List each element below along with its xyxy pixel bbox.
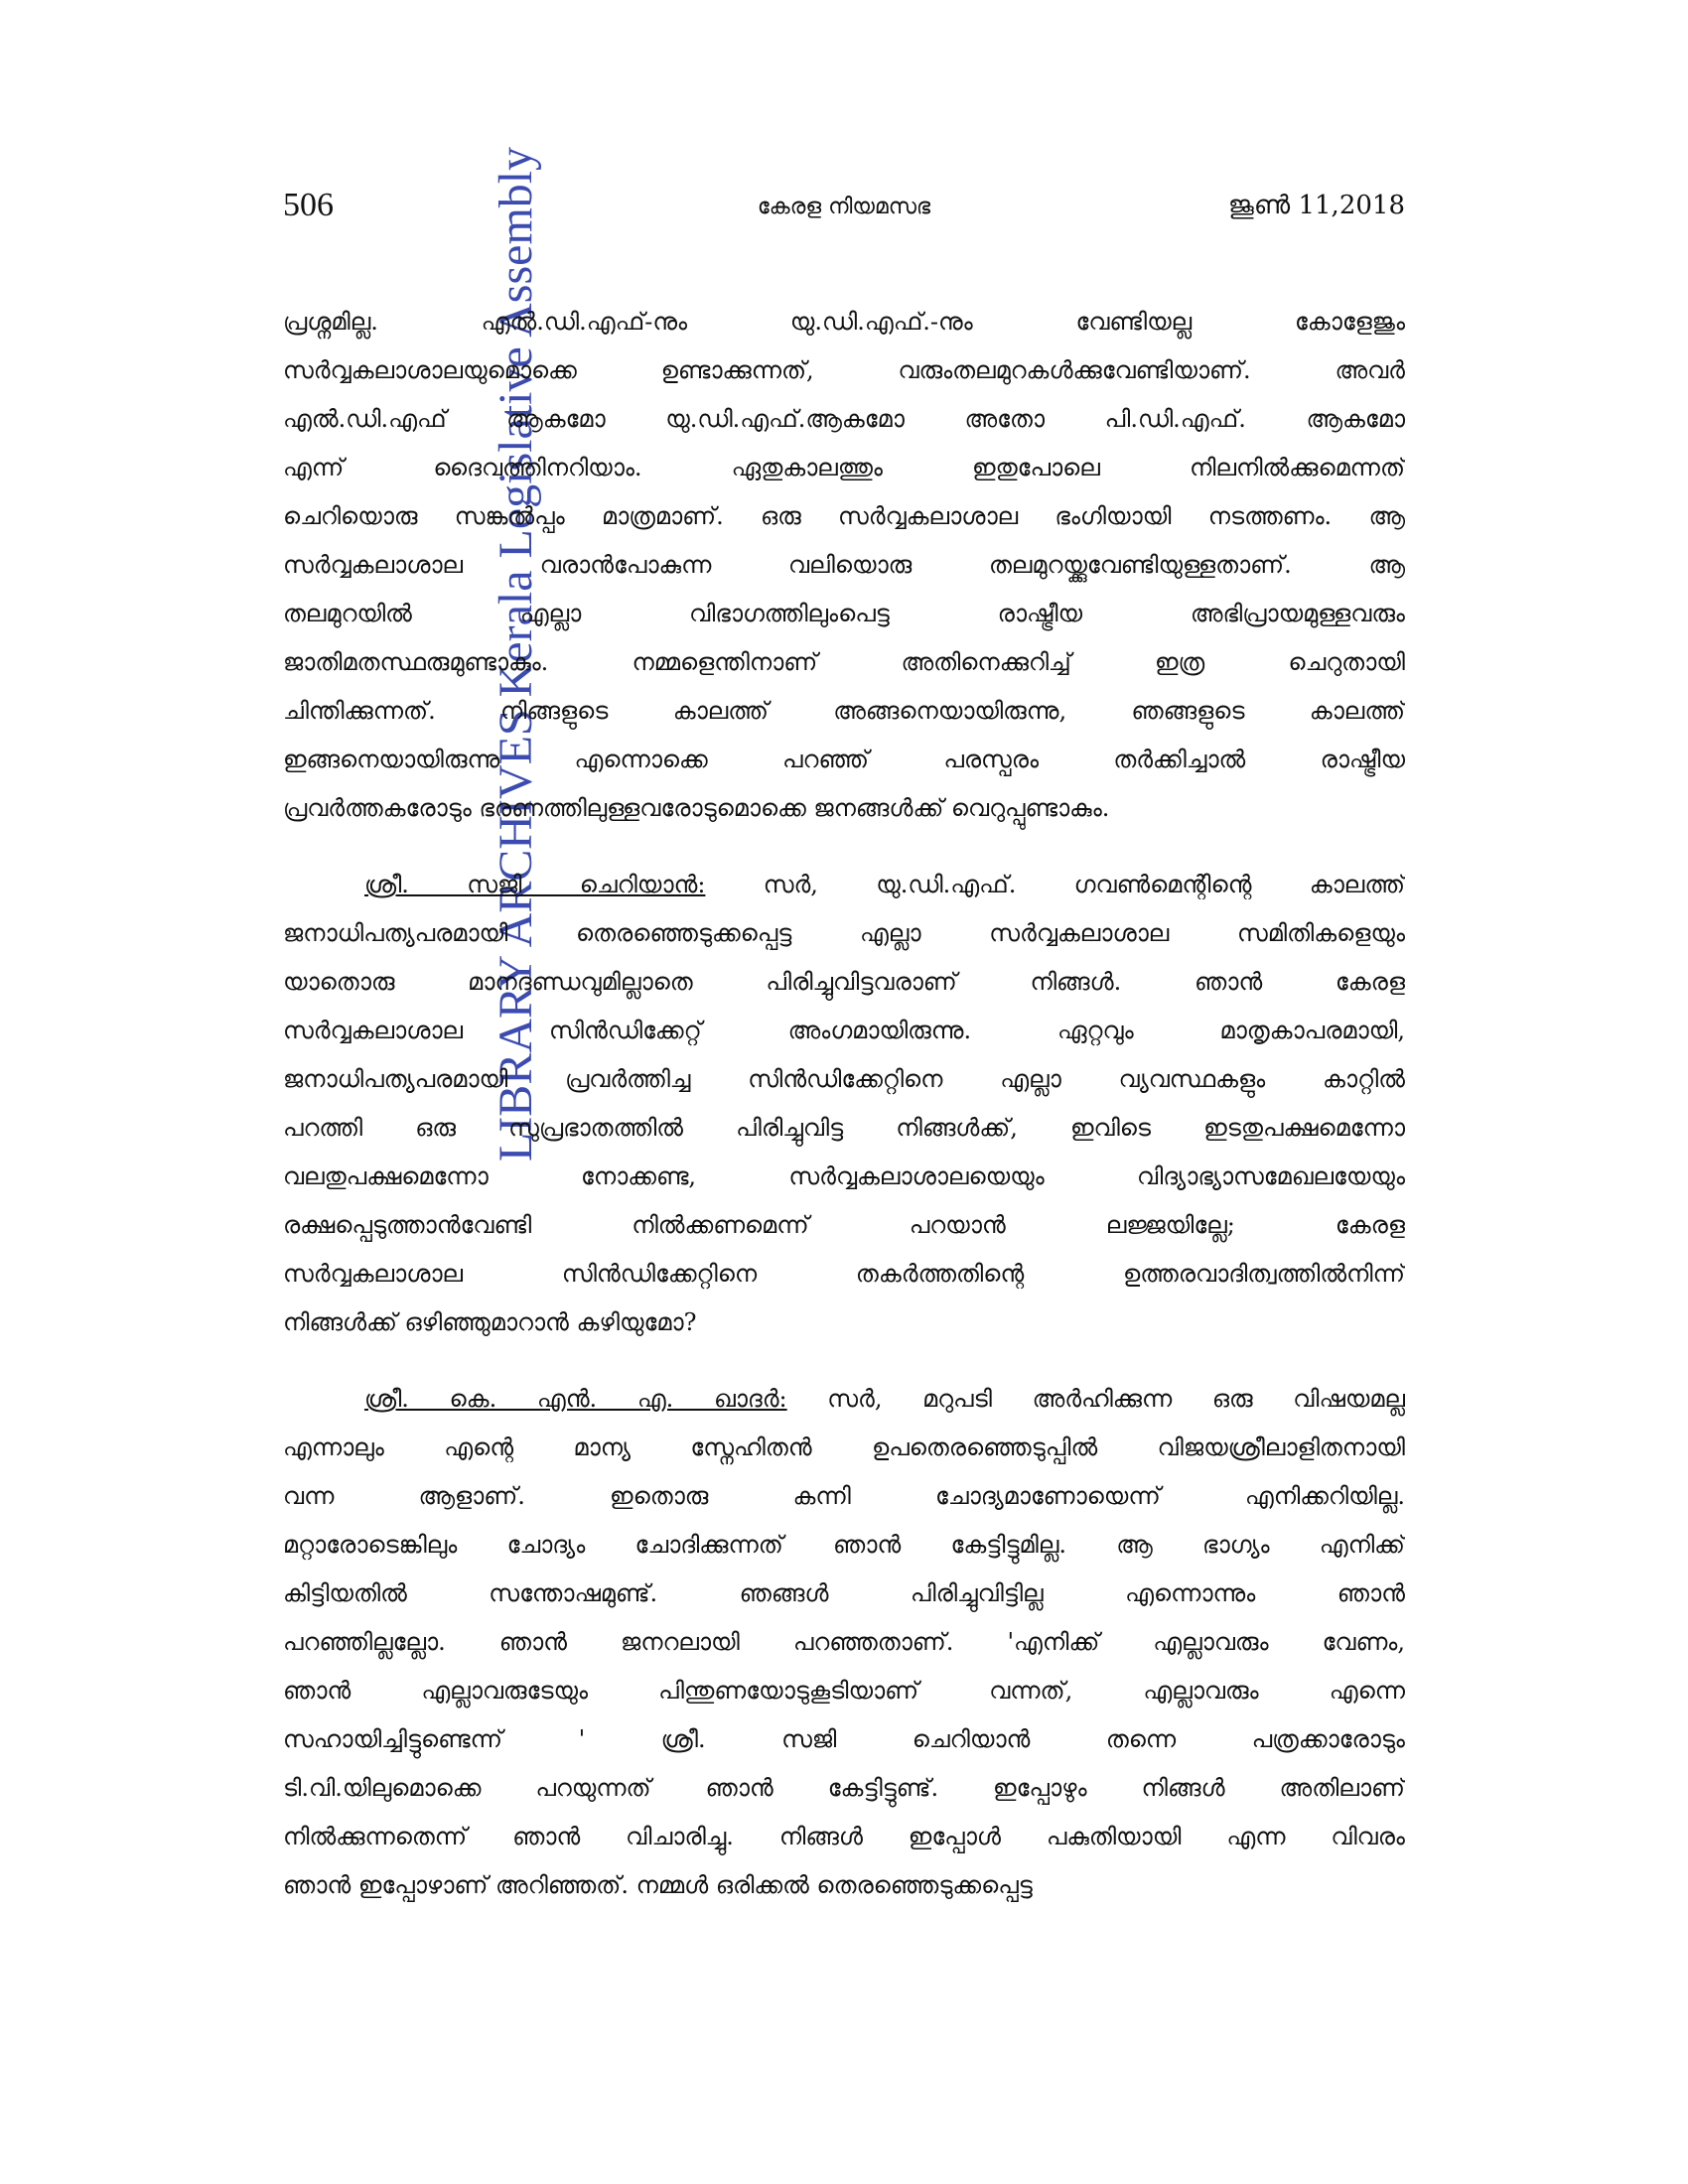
text-line: നിൽക്കുന്നതെന്ന് ഞാൻ വിചാരിച്ചു. നിങ്ങൾ ഇപ്പോൾ പകുതിയായി എന്ന വിവരം [283, 1823, 1405, 1850]
text-line: സഹായിച്ചിട്ടുണ്ടെന്ന് ' ശ്രീ. സജി ചെറിയാൻ തന്നെ പത്രക്കാരോടും [283, 1725, 1405, 1753]
running-title: കേരള നിയമസഭ [757, 195, 931, 219]
text-line: ടി.വി.യിലുമൊക്കെ പറയുന്നത് ഞാൻ കേട്ടിട്ടുണ്ട്. ഇപ്പോഴും നിങ്ങൾ അതിലാണ് [283, 1774, 1405, 1802]
text-line: പറഞ്ഞില്ലല്ലോ. ഞാൻ ജനറലായി പറഞ്ഞതാണ്. 'എനിക്ക് എല്ലാവരും വേണം, [283, 1628, 1405, 1656]
speaker-name: ശ്രീ. കെ. എൻ. എ. ഖാദർ: [364, 1385, 787, 1413]
text-line: ചെറിയൊരു സങ്കൽപ്പം മാത്രമാണ്. ഒരു സർവ്വകലാശാല ഭംഗിയായി നടത്തണം. ആ [283, 502, 1405, 530]
text-line: ഞാൻ ഇപ്പോഴാണ് അറിഞ്ഞത്. നമ്മൾ ഒരിക്കൽ തെരഞ്ഞെടുക്കപ്പെട്ട [283, 1871, 1033, 1899]
text-line: ചിന്തിക്കുന്നത്. നിങ്ങളുടെ കാലത്ത് അങ്ങനെയായിരുന്നു, ഞങ്ങളുടെ കാലത്ത് [283, 697, 1405, 725]
text-line: ഞാൻ എല്ലാവരുടേയും പിന്തുണയോടുകൂടിയാണ് വന്നത്, എല്ലാവരും എന്നെ [283, 1677, 1405, 1705]
speaker-line [283, 1375, 1405, 1424]
library-archives-watermark: LIBRARY ARCHIVES Kerala Legislative Assembly [490, 146, 542, 1161]
speaker-line-text: സർ, യു.ഡി.എഫ്. ഗവൺമെന്റിന്റെ കാലത്ത് [705, 871, 1405, 898]
text-line: ജനാധിപത്യപരമായി തെരഞ്ഞെടുക്കപ്പെട്ട എല്ലാ സർവ്വകലാശാല സമിതികളെയും [283, 919, 1405, 947]
text-line: എൽ.ഡി.എഫ് ആകമോ യു.ഡി.എഫ്.ആകമോ അതോ പി.ഡി.എഫ്. ആകമോ [283, 405, 1405, 433]
text-line: വലതുപക്ഷമെന്നോ നോക്കണ്ട, സർവ്വകലാശാലയെയും വിദ്യാഭ്യാസമേഖലയേയും [283, 1162, 1405, 1190]
text-line: എന്ന് ദൈവത്തിനറിയാം. ഏതുകാലത്തും ഇതുപോലെ നിലനിൽക്കുമെന്നത് [283, 454, 1405, 481]
text-line: നിങ്ങൾക്ക് ഒഴിഞ്ഞുമാറാൻ കഴിയുമോ? [283, 1308, 697, 1336]
speaker-line-text: സർ, മറുപടി അർഹിക്കുന്ന ഒരു വിഷയമല്ല [786, 1385, 1405, 1413]
text-line: എന്നാലും എന്റെ മാന്യ സ്നേഹിതൻ ഉപതെരഞ്ഞെടുപ്പിൽ വിജയശ്രീലാളിതനായി [283, 1433, 1405, 1461]
header-date: ജൂൺ 11,2018 [1228, 191, 1405, 220]
text-line: ജാതിമതസ്ഥരുമുണ്ടാകും. നമ്മളെന്തിനാണ് അതിനെക്കുറിച്ച് ഇത്ര ചെറുതായി [283, 648, 1405, 676]
text-line: രക്ഷപ്പെടുത്താൻവേണ്ടി നിൽക്കണമെന്ന് പറയാൻ ലജ്ജയില്ലേ; കേരള [283, 1211, 1405, 1239]
paragraph [283, 1375, 1405, 1910]
page-header [283, 187, 1405, 236]
text-line: വന്ന ആളാണ്. ഇതൊരു കന്നി ചോദ്യമാണോയെന്ന് എനിക്കറിയില്ല. [283, 1482, 1405, 1510]
text-line: മറ്റാരോടെങ്കിലും ചോദ്യം ചോദിക്കുന്നത് ഞാൻ കേട്ടിട്ടുമില്ല. ആ ഭാഗ്യം എനിക്ക് [283, 1531, 1405, 1559]
text-line: സർവ്വകലാശാലയുമൊക്കെ ഉണ്ടാക്കുന്നത്, വരുംതലമുറകൾക്കുവേണ്ടിയാണ്. അവർ [283, 356, 1405, 384]
text-line: പറത്തി ഒരു സുപ്രഭാതത്തിൽ പിരിച്ചുവിട്ട നിങ്ങൾക്ക്, ഇവിടെ ഇടതുപക്ഷമെന്നോ [283, 1114, 1405, 1142]
paragraph [283, 298, 1405, 833]
text-line: പ്രവർത്തകരോടും ഭരണത്തിലുള്ളവരോടുമൊക്കെ ജനങ്ങൾക്ക് വെറുപ്പുണ്ടാകും. [283, 794, 1110, 822]
text-line: ജനാധിപത്യപരമായി പ്രവർത്തിച്ച സിൻഡിക്കേറ്റിനെ എല്ലാ വ്യവസ്ഥകളും കാറ്റിൽ [283, 1065, 1405, 1093]
document-body [283, 298, 1405, 1938]
page-number: 506 [283, 187, 334, 223]
text-line: സർവ്വകലാശാല സിൻഡിക്കേറ്റിനെ തകർത്തതിന്റെ ഉത്തരവാദിത്വത്തിൽനിന്ന് [283, 1260, 1405, 1288]
paragraph [283, 861, 1405, 1347]
text-line: പ്രശ്നമില്ല. എൽ.ഡി.എഫ്-നും യു.ഡി.എഫ്.-നും വേണ്ടിയല്ല കോളേജും [283, 308, 1405, 336]
speaker-line [283, 861, 1405, 909]
text-line: യാതൊരു മാനദണ്ഡവുമില്ലാതെ പിരിച്ചുവിട്ടവരാണ് നിങ്ങൾ. ഞാൻ കേരള [283, 968, 1405, 996]
text-line: ഇങ്ങനെയായിരുന്നു എന്നൊക്കെ പറഞ്ഞ് പരസ്പരം തർക്കിച്ചാൽ രാഷ്ട്രീയ [283, 746, 1405, 773]
text-line: സർവ്വകലാശാല വരാൻപോകുന്ന വലിയൊരു തലമുറയ്ക്കുവേണ്ടിയുള്ളതാണ്. ആ [283, 551, 1405, 579]
speaker-name: ശ്രീ. സജി ചെറിയാൻ: [364, 871, 706, 898]
text-line: കിട്ടിയതിൽ സന്തോഷമുണ്ട്. ഞങ്ങൾ പിരിച്ചുവിട്ടില്ല എന്നൊന്നും ഞാൻ [283, 1579, 1405, 1607]
text-line: സർവ്വകലാശാല സിൻഡിക്കേറ്റ് അംഗമായിരുന്നു. ഏറ്റവും മാതൃകാപരമായി, [283, 1017, 1405, 1044]
text-line: തലമുറയിൽ എല്ലാ വിഭാഗത്തിലുംപെട്ട രാഷ്ട്രീയ അഭിപ്രായമുള്ളവരും [283, 600, 1405, 627]
